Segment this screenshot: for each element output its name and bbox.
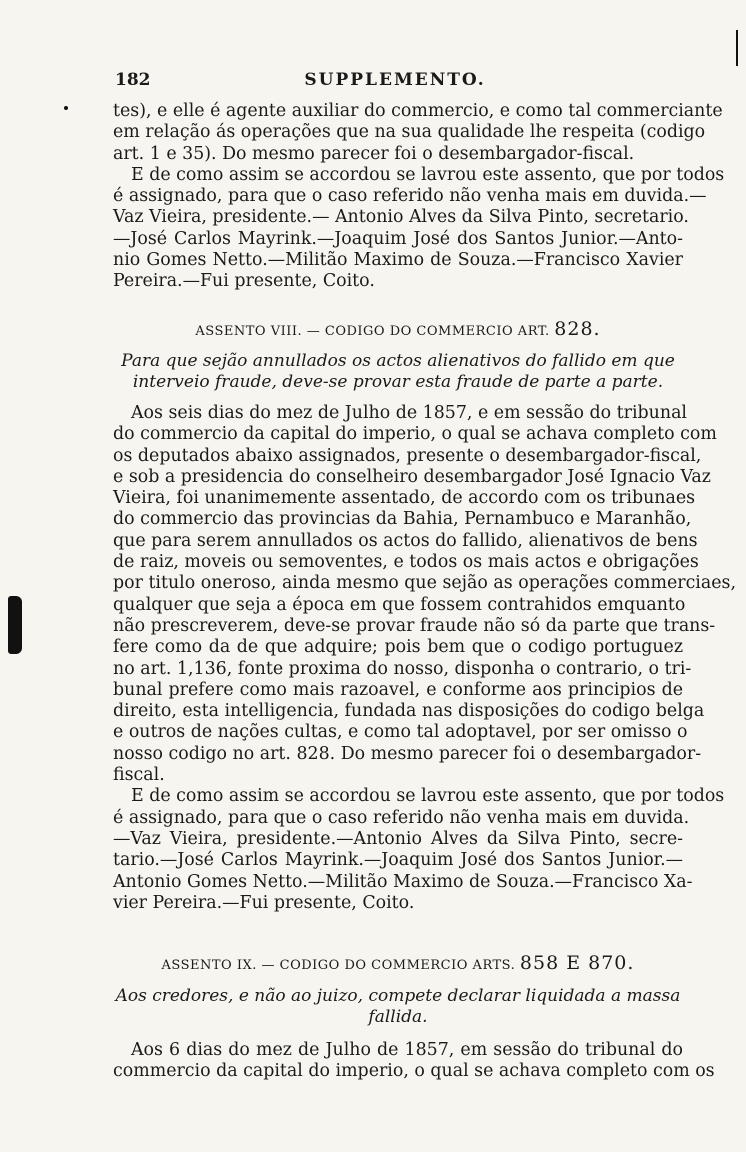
text-line: Antonio Gomes Netto.—Militão Maximo de Souza.—Francisco Xa- <box>113 871 693 892</box>
summary-line: Aos credores, e não ao juizo, compete declarar liquidada a massa <box>115 986 681 1006</box>
summary-line: fallida. <box>368 1007 428 1027</box>
text-line: nosso codigo no art. 828. Do mesmo parecer foi o desembargador- <box>113 743 702 764</box>
text-line: do commercio da capital do imperio, o qual se achava completo com <box>113 424 717 445</box>
text-line: E de como assim se accordou se lavrou este assento, que por todos <box>131 164 725 185</box>
text-line: E de como assim se accordou se lavrou este assento, que por todos <box>131 786 725 807</box>
text-line: bunal prefere como mais razoavel, e conforme aos principios de <box>113 679 683 700</box>
page-header <box>115 70 675 94</box>
text-line: commercio da capital do imperio, o qual se achava completo com os <box>113 1061 715 1082</box>
section-heading-assento-9 <box>113 952 683 974</box>
text-line: Pereira.—Fui presente, Coito. <box>113 271 375 292</box>
assento-9-body <box>113 1040 715 1083</box>
text-line: nio Gomes Netto.—Militão Maximo de Souza.—Francisco Xavier <box>113 250 683 271</box>
text-line: em relação ás operações que na sua qualidade lhe respeita (codigo <box>113 122 706 143</box>
text-line: é assignado, para que o caso referido não venha mais em duvida. <box>113 807 690 828</box>
text-line: qualquer que seja a época em que fossem contrahidos emquanto <box>113 594 686 615</box>
text-line: fere como da de que adquire; pois bem que o codigo portuguez <box>113 637 683 658</box>
text-line: fiscal. <box>113 765 165 786</box>
text-line: do commercio das provincias da Bahia, Pernambuco e Maranhão, <box>113 509 692 530</box>
text-line: que para serem annullados os actos do fallido, alienativos de bens <box>113 530 698 551</box>
text-line: no art. 1,136, fonte proxima do nosso, disponha o contrario, o tri- <box>113 658 692 679</box>
section-heading-text: ASSENTO IX. — CODIGO DO COMMERCIO ARTS. <box>161 958 516 973</box>
text-line: Aos seis dias do mez de Julho de 1857, e em sessão do tribunal <box>131 403 687 423</box>
section-heading-text: ASSENTO VIII. — CODIGO DO COMMERCIO ART. <box>195 324 550 339</box>
section-heading-number: 828. <box>554 318 601 340</box>
text-line: —José Carlos Mayrink.—Joaquim José dos Santos Junior.—Anto- <box>113 228 683 249</box>
margin-ink-mark <box>8 596 22 654</box>
text-line: e sob a presidencia do conselheiro desembargador José Ignacio Vaz <box>113 466 711 487</box>
page-number: 182 <box>115 70 151 90</box>
text-line: Aos 6 dias do mez de Julho de 1857, em sessão do tribunal do <box>131 1040 683 1060</box>
text-line: os deputados abaixo assignados, presente o desembargador-fiscal, <box>113 445 702 466</box>
edge-line <box>736 30 738 66</box>
text-line: de raiz, moveis ou semoventes, e todos os mais actos e obrigações <box>113 552 699 573</box>
summary-line: interveio fraude, deve-se provar esta fraude de parte a parte. <box>132 372 664 392</box>
text-line: por titulo oneroso, ainda mesmo que sejão as operações commerciaes, <box>113 573 736 594</box>
section-heading-assento-8 <box>113 318 683 340</box>
section-summary-assento-9 <box>113 986 683 1028</box>
section-heading-number: 858 E 870. <box>519 952 635 974</box>
running-title: SUPPLEMENTO. <box>304 70 486 90</box>
text-line: não prescreverem, deve-se provar fraude não só da parte que trans- <box>113 615 716 636</box>
text-line: Vieira, foi unanimemente assentado, de accordo com os tribunaes <box>113 488 696 509</box>
section-summary-assento-8 <box>113 351 683 393</box>
text-line: vier Pereira.—Fui presente, Coito. <box>113 892 415 913</box>
text-line: e outros de nações cultas, e como tal adoptavel, por ser omisso o <box>113 722 688 743</box>
summary-line: Para que sejão annullados os actos alienativos do fallido em que <box>121 351 675 371</box>
text-line: é assignado, para que o caso referido não venha mais em duvida.— <box>113 186 707 207</box>
text-line: tes), e elle é agente auxiliar do commercio, e como tal commerciante <box>113 101 723 121</box>
assento-8-body <box>113 403 736 914</box>
text-line: direito, esta intelligencia, fundada nas disposições do codigo belga <box>113 701 705 722</box>
margin-dot <box>64 106 68 110</box>
text-line: tario.—José Carlos Mayrink.—Joaquim José dos Santos Junior.— <box>113 850 683 871</box>
text-line: art. 1 e 35). Do mesmo parecer foi o desembargador-fiscal. <box>113 143 635 164</box>
continuation-block <box>113 101 725 293</box>
text-line: Vaz Vieira, presidente.— Antonio Alves da Silva Pinto, secretario. <box>113 207 689 228</box>
text-line: —Vaz Vieira, presidente.—Antonio Alves da Silva Pinto, secre- <box>113 828 683 849</box>
